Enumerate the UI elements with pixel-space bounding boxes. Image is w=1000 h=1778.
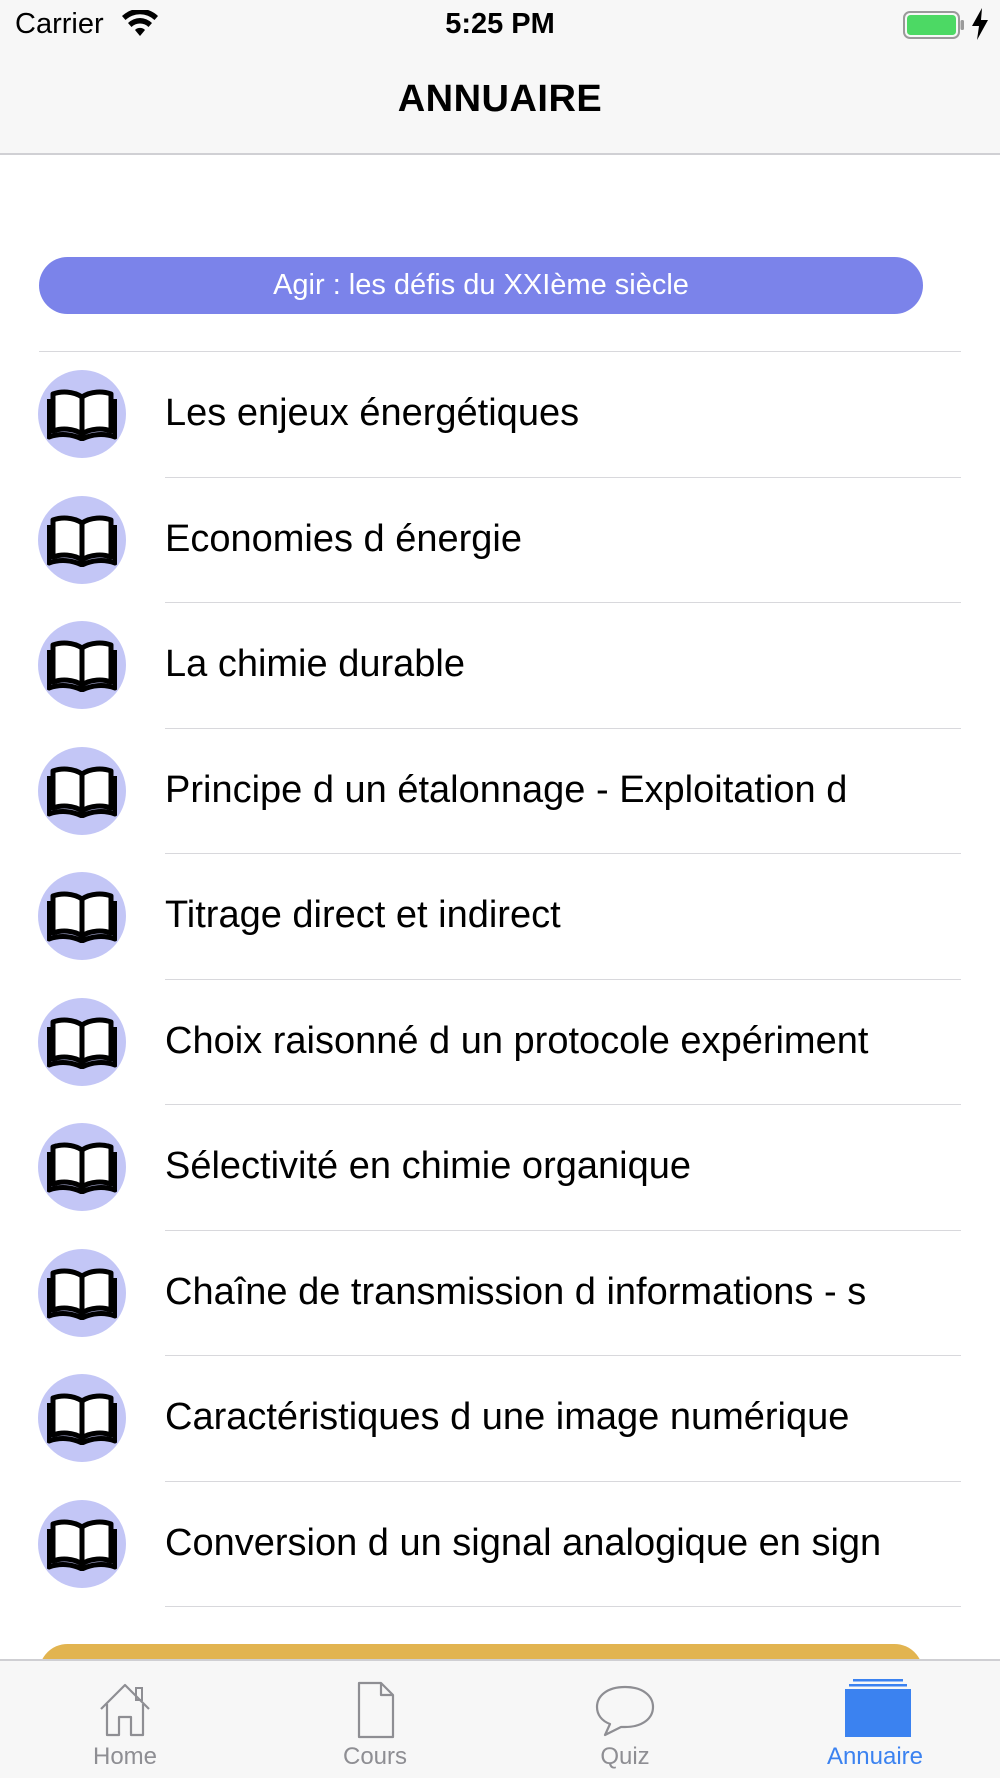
tab-home[interactable] (0, 1661, 250, 1778)
carrier-label: Carrier (15, 8, 104, 40)
list-item[interactable] (0, 1482, 1000, 1608)
list-item[interactable] (0, 1356, 1000, 1482)
tab-home-label: Home (92, 1743, 158, 1770)
home-icon (85, 1679, 165, 1739)
list-item[interactable] (0, 1231, 1000, 1357)
page-title: ANNUAIRE (397, 78, 603, 120)
book-icon (38, 1500, 126, 1588)
list-item-label: Chaîne de transmission d informations - s (165, 1270, 867, 1313)
list-item-label: La chimie durable (165, 643, 465, 685)
folder-icon (835, 1679, 915, 1739)
book-icon (38, 747, 126, 835)
list-item-label: Titrage direct et indirect (165, 894, 561, 936)
book-icon (38, 998, 126, 1086)
battery-icon (903, 10, 965, 40)
status-bar (0, 0, 1000, 50)
list-item-label: Choix raisonné d un protocole expériment (165, 1019, 869, 1062)
list-item[interactable] (0, 1105, 1000, 1231)
book-icon (38, 621, 126, 709)
tab-bar (0, 1659, 1000, 1778)
navigation-bar (0, 50, 1000, 155)
document-icon (335, 1679, 415, 1739)
book-icon (38, 872, 126, 960)
list-item-label: Caractéristiques d une image numérique (165, 1396, 850, 1438)
list-item-label: Sélectivité en chimie organique (165, 1145, 691, 1187)
list-item[interactable] (0, 603, 1000, 729)
list-item[interactable] (0, 352, 1000, 478)
list-item[interactable] (0, 729, 1000, 855)
book-icon (38, 1374, 126, 1462)
book-icon (38, 496, 126, 584)
list-item[interactable] (0, 478, 1000, 604)
directory-list (0, 352, 1000, 1607)
book-icon (38, 1123, 126, 1211)
list-item-label: Principe d un étalonnage - Exploitation d (165, 768, 848, 811)
row-divider (165, 1606, 961, 1607)
tab-quiz-label: Quiz (600, 1743, 650, 1770)
list-item-label: Les enjeux énergétiques (165, 392, 580, 434)
chat-bubble-icon (585, 1679, 665, 1739)
list-item-label: Economies d énergie (165, 517, 522, 560)
list-item[interactable] (0, 854, 1000, 980)
tab-annuaire-label: Annuaire (826, 1743, 924, 1770)
tab-cours[interactable] (250, 1661, 500, 1778)
tab-annuaire[interactable] (750, 1661, 1000, 1778)
list-item-label: Conversion d un signal analogique en sign (165, 1521, 882, 1564)
section-header[interactable]: Agir : les défis du XXIème siècle (39, 257, 923, 314)
tab-quiz[interactable] (500, 1661, 750, 1778)
list-item[interactable] (0, 980, 1000, 1106)
book-icon (38, 1249, 126, 1337)
tab-cours-label: Cours (342, 1743, 408, 1770)
charging-bolt-icon (970, 8, 990, 40)
book-icon (38, 370, 126, 458)
status-time: 5:25 PM (445, 8, 555, 40)
